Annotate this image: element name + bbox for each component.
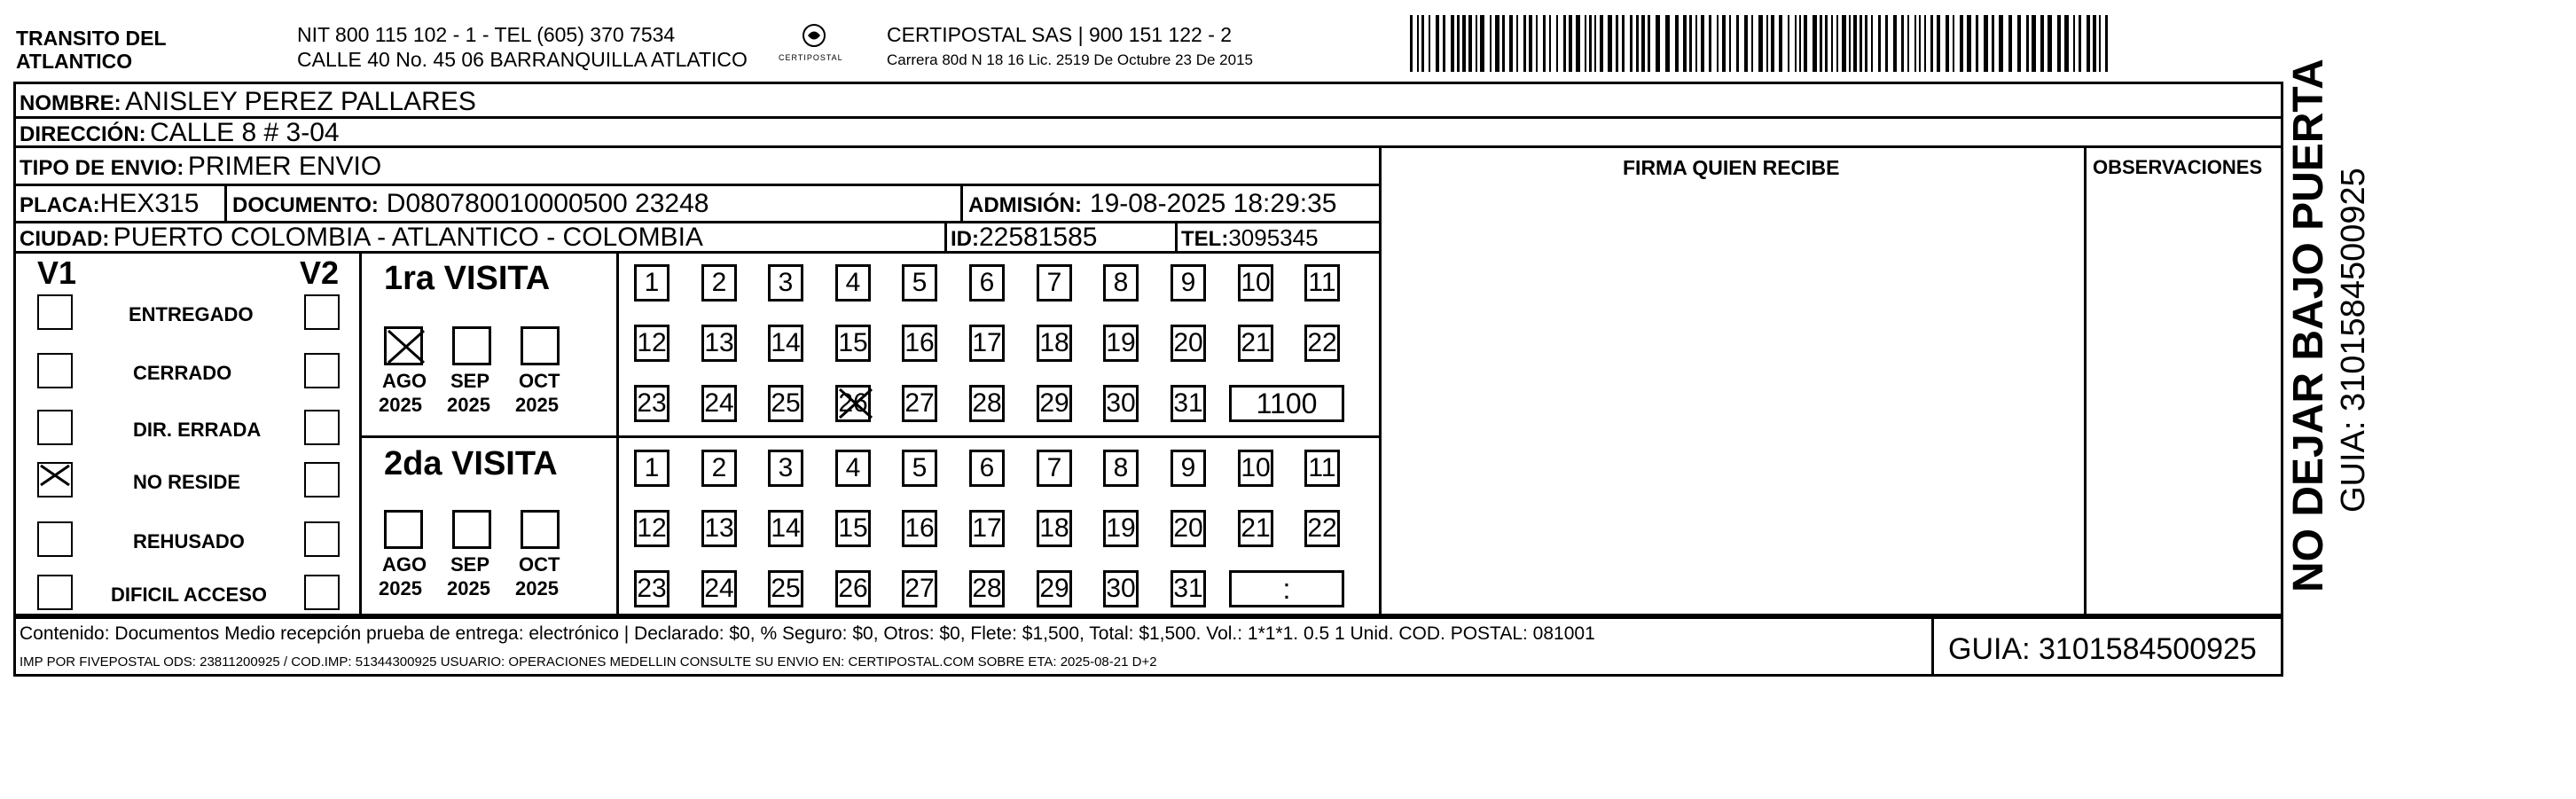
day-box[interactable]: 8 <box>1103 450 1139 487</box>
month-label: SEP <box>450 370 490 392</box>
documento-value: D080780010000500 23248 <box>386 189 709 218</box>
check-mark-icon <box>39 464 71 487</box>
day-box[interactable]: 3 <box>768 264 803 302</box>
imp-text: IMP POR FIVEPOSTAL ODS: 23811200925 / COD.IMP: 51344300925 USUARIO: OPERACIONES MEDELLIN CONSULTE SU ENVIO EN: CERTIPOSTAL.COM SOBRE ETA: 2025-08-21 D+2 <box>20 654 1157 670</box>
nombre-value: ANISLEY PEREZ PALLARES <box>125 87 476 116</box>
day-box[interactable]: 4 <box>835 450 871 487</box>
v1-checkbox[interactable] <box>37 410 73 445</box>
ciudad-value: PUERTO COLOMBIA - ATLANTICO - COLOMBIA <box>113 223 703 252</box>
month-label: AGO <box>382 370 427 392</box>
day-box[interactable]: 22 <box>1304 325 1340 362</box>
status-label: NO RESIDE <box>133 471 241 493</box>
year-label: 2025 <box>515 577 559 599</box>
day-box[interactable]: 12 <box>634 510 669 547</box>
day-box[interactable]: 27 <box>902 385 937 422</box>
license-line: Carrera 80d N 18 16 Lic. 2519 De Octubre 23 De 2015 <box>887 51 1253 68</box>
day-box[interactable]: 13 <box>701 510 737 547</box>
guia-box: GUIA: 3101584500925 <box>1948 632 2257 666</box>
check-mark-icon <box>387 329 426 364</box>
day-box[interactable]: 30 <box>1103 570 1139 607</box>
day-box[interactable]: 26 <box>835 385 871 422</box>
nombre-label: NOMBRE: <box>20 91 121 115</box>
month-checkbox[interactable] <box>521 326 560 365</box>
v2-checkbox[interactable] <box>304 410 340 445</box>
no-dejar-bajo-puerta: NO DEJAR BAJO PUERTA <box>2285 59 2332 592</box>
day-box[interactable]: 20 <box>1171 325 1206 362</box>
year-label: 2025 <box>379 394 422 416</box>
observaciones-label: OBSERVACIONES <box>2093 156 2263 178</box>
day-box[interactable]: 16 <box>902 325 937 362</box>
placa-label: PLACA: <box>20 193 100 217</box>
tipo-envio-value: PRIMER ENVIO <box>187 152 382 181</box>
day-box[interactable]: 30 <box>1103 385 1139 422</box>
day-box[interactable]: 4 <box>835 264 871 302</box>
day-box[interactable]: 28 <box>969 385 1005 422</box>
day-box[interactable]: 17 <box>969 325 1005 362</box>
day-box[interactable]: 19 <box>1103 325 1139 362</box>
v2-checkbox[interactable] <box>304 294 340 330</box>
company-name-line2: ATLANTICO <box>16 50 133 73</box>
day-box[interactable]: 23 <box>634 570 669 607</box>
day-box[interactable]: 21 <box>1238 325 1273 362</box>
month-checkbox[interactable] <box>384 326 423 365</box>
visita2-time-box[interactable]: : <box>1229 570 1344 607</box>
year-label: 2025 <box>447 577 490 599</box>
day-box[interactable]: 3 <box>768 450 803 487</box>
visita1-title: 1ra VISITA <box>384 260 551 297</box>
v1-checkbox[interactable] <box>37 462 73 497</box>
v1-checkbox[interactable] <box>37 294 73 330</box>
direccion-value: CALLE 8 # 3-04 <box>150 118 340 147</box>
tel-value: 3095345 <box>1228 224 1319 251</box>
day-box[interactable]: 25 <box>768 570 803 607</box>
status-label: ENTREGADO <box>129 303 254 325</box>
side-guia: GUIA: 3101584500925 <box>2335 168 2372 513</box>
day-box[interactable]: 23 <box>634 385 669 422</box>
month-checkbox[interactable] <box>452 326 491 365</box>
day-box[interactable]: 26 <box>835 570 871 607</box>
day-box[interactable]: 16 <box>902 510 937 547</box>
day-box[interactable]: 9 <box>1171 264 1206 302</box>
day-box[interactable]: 9 <box>1171 450 1206 487</box>
day-box[interactable]: 18 <box>1037 510 1072 547</box>
firma-label: FIRMA QUIEN RECIBE <box>1623 156 1840 179</box>
day-box[interactable]: 24 <box>701 570 737 607</box>
tipo-envio-label: TIPO DE ENVIO: <box>20 156 184 180</box>
admision-value: 19-08-2025 18:29:35 <box>1089 189 1337 218</box>
month-label: OCT <box>519 553 560 576</box>
day-box[interactable]: 31 <box>1171 385 1206 422</box>
day-box[interactable]: 14 <box>768 510 803 547</box>
courier-line: CERTIPOSTAL SAS | 900 151 122 - 2 <box>887 23 1233 46</box>
day-box[interactable]: 1 <box>634 450 669 487</box>
ciudad-label: CIUDAD: <box>20 227 110 251</box>
v1-label: V1 <box>37 255 77 291</box>
day-box[interactable]: 1 <box>634 264 669 302</box>
day-box[interactable]: 25 <box>768 385 803 422</box>
day-box[interactable]: 2 <box>701 264 737 302</box>
month-checkbox[interactable] <box>384 510 423 549</box>
status-label: DIFICIL ACCESO <box>111 584 268 606</box>
day-box[interactable]: 29 <box>1037 570 1072 607</box>
visita2-title: 2da VISITA <box>384 445 558 482</box>
day-box[interactable]: 10 <box>1238 450 1273 487</box>
day-box[interactable]: 17 <box>969 510 1005 547</box>
day-box[interactable]: 14 <box>768 325 803 362</box>
documento-label: DOCUMENTO: <box>232 193 379 217</box>
v2-checkbox[interactable] <box>304 353 340 388</box>
month-checkbox[interactable] <box>452 510 491 549</box>
barcode <box>1410 15 2110 72</box>
day-box[interactable]: 7 <box>1037 264 1072 302</box>
day-box[interactable]: 5 <box>902 264 937 302</box>
day-box[interactable]: 31 <box>1171 570 1206 607</box>
logo-caption: CERTIPOSTAL <box>779 53 843 62</box>
check-mark-icon <box>838 388 873 419</box>
certipostal-logo-icon <box>792 22 836 49</box>
admision-label: ADMISIÓN: <box>968 193 1082 217</box>
day-box[interactable]: 21 <box>1238 510 1273 547</box>
placa-value: HEX315 <box>99 189 200 218</box>
contenido-text: Contenido: Documentos Medio recepción prueba de entrega: electrónico | Declarado: $0, % Seguro: $0, Otros: $0, Flete: $1,500, Total: $1,500. Vol.: 1*1*1. 0.5 1 Unid. COD. POSTAL: 081001 <box>20 623 1595 644</box>
day-box[interactable]: 24 <box>701 385 737 422</box>
day-box[interactable]: 29 <box>1037 385 1072 422</box>
month-label: OCT <box>519 370 560 392</box>
v1-checkbox[interactable] <box>37 353 73 388</box>
day-box[interactable]: 6 <box>969 264 1005 302</box>
day-box[interactable]: 2 <box>701 450 737 487</box>
v2-checkbox[interactable] <box>304 521 340 557</box>
visita1-time-box[interactable]: 1100 <box>1229 385 1344 422</box>
nit-line: NIT 800 115 102 - 1 - TEL (605) 370 7534 <box>297 23 676 46</box>
v2-checkbox[interactable] <box>304 462 340 497</box>
address-line: CALLE 40 No. 45 06 BARRANQUILLA ATLATICO <box>297 48 748 71</box>
day-box[interactable]: 20 <box>1171 510 1206 547</box>
day-box[interactable]: 27 <box>902 570 937 607</box>
tel-label: TEL: <box>1181 227 1229 251</box>
year-label: 2025 <box>515 394 559 416</box>
day-box[interactable]: 19 <box>1103 510 1139 547</box>
status-label: DIR. ERRADA <box>133 419 262 441</box>
day-box[interactable]: 10 <box>1238 264 1273 302</box>
v2-checkbox[interactable] <box>304 575 340 610</box>
id-value: 22581585 <box>979 223 1098 252</box>
day-box[interactable]: 6 <box>969 450 1005 487</box>
direccion-label: DIRECCIÓN: <box>20 122 146 146</box>
status-label: REHUSADO <box>133 530 245 552</box>
id-label: ID: <box>951 227 979 251</box>
day-box[interactable]: 13 <box>701 325 737 362</box>
day-box[interactable]: 8 <box>1103 264 1139 302</box>
day-box[interactable]: 18 <box>1037 325 1072 362</box>
day-box[interactable]: 15 <box>835 325 871 362</box>
company-name-line1: TRANSITO DEL <box>16 27 167 50</box>
v1-checkbox[interactable] <box>37 575 73 610</box>
day-box[interactable]: 28 <box>969 570 1005 607</box>
year-label: 2025 <box>379 577 422 599</box>
v1-checkbox[interactable] <box>37 521 73 557</box>
day-box[interactable]: 12 <box>634 325 669 362</box>
year-label: 2025 <box>447 394 490 416</box>
day-box[interactable]: 11 <box>1304 264 1340 302</box>
month-label: SEP <box>450 553 490 576</box>
month-label: AGO <box>382 553 427 576</box>
day-box[interactable]: 7 <box>1037 450 1072 487</box>
month-checkbox[interactable] <box>521 510 560 549</box>
day-box[interactable]: 22 <box>1304 510 1340 547</box>
day-box[interactable]: 15 <box>835 510 871 547</box>
day-box[interactable]: 5 <box>902 450 937 487</box>
v2-label: V2 <box>300 255 340 291</box>
status-label: CERRADO <box>133 362 232 384</box>
day-box[interactable]: 11 <box>1304 450 1340 487</box>
